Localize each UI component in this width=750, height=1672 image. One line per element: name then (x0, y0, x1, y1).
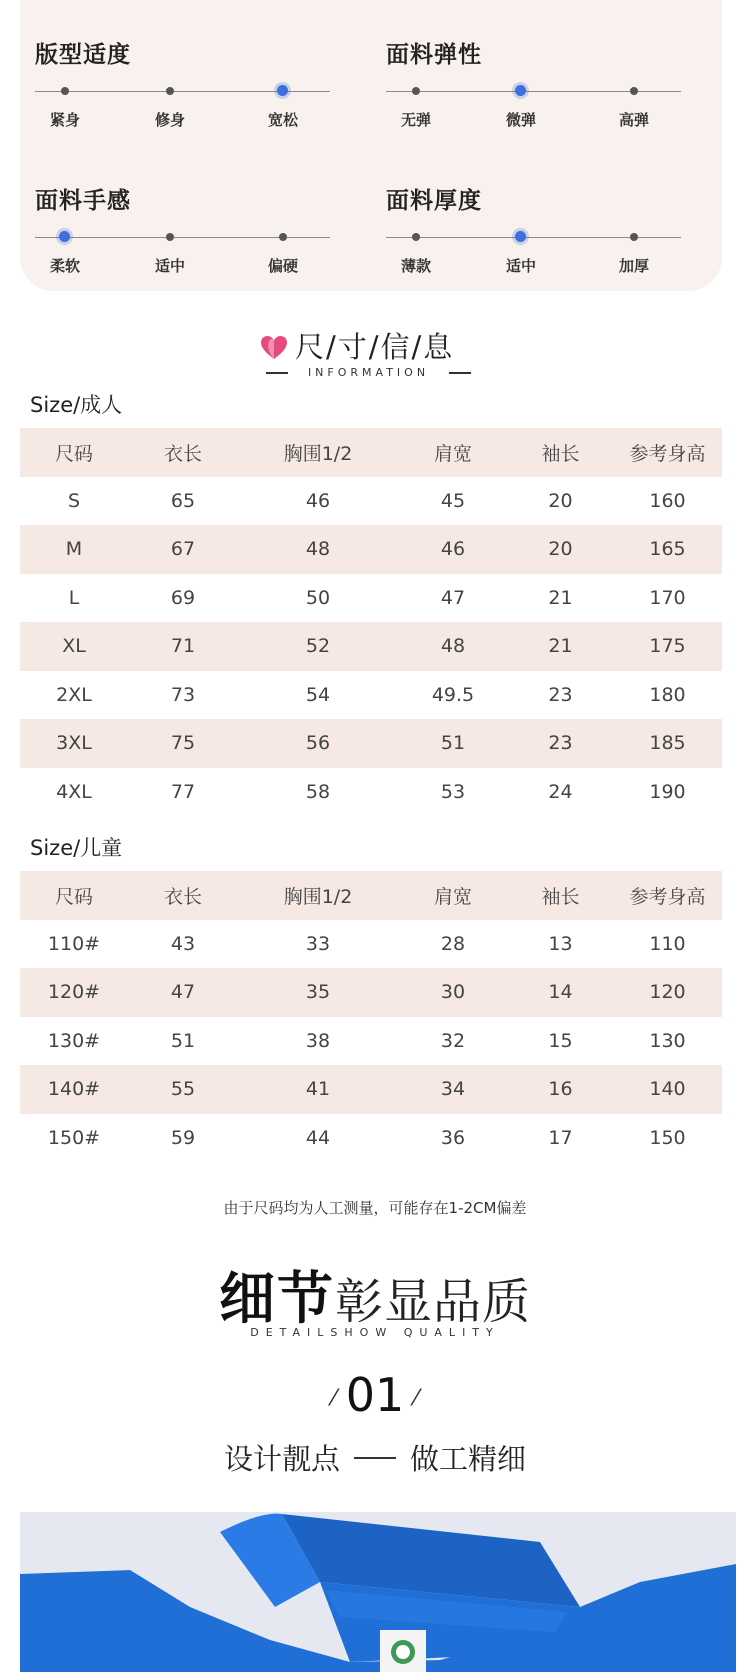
attribute-title: 面料弹性 (386, 42, 482, 68)
table-cell: 59 (170, 1126, 196, 1149)
table-row (20, 768, 722, 817)
table-cell: 50 (305, 586, 331, 609)
attribute-2 (35, 182, 335, 302)
table-cell: 46 (398, 525, 508, 574)
table-cell: 45 (440, 489, 466, 512)
column-header: 衣长 (128, 871, 238, 920)
table-cell: 21 (548, 586, 573, 609)
selected-dot-icon (515, 85, 526, 96)
table-row (20, 671, 722, 720)
table-cell: 48 (238, 525, 398, 574)
table-cell: 140 (613, 1065, 722, 1114)
detail-title-light: 彰显品质 (334, 1274, 531, 1330)
table-row (20, 1114, 722, 1163)
design-right-text: 做工精细 (410, 1442, 527, 1476)
table-cell: 185 (613, 719, 722, 768)
table-cell: S (67, 489, 81, 512)
table-row (20, 968, 722, 1017)
table-cell: 150# (47, 1126, 101, 1149)
table-cell: 23 (548, 683, 573, 706)
attribute-option-label: 微弹 (505, 111, 536, 129)
table-cell: 52 (238, 622, 398, 671)
attribute-title: 面料厚度 (386, 188, 482, 214)
table-cell: 34 (398, 1065, 508, 1114)
table-row (20, 477, 722, 526)
column-header: 胸围1/2 (238, 871, 398, 920)
table-cell: 130# (47, 1029, 101, 1052)
table-cell: 16 (508, 1065, 613, 1114)
attribute-option-label: 高弹 (618, 111, 649, 129)
table-cell: 120 (613, 968, 722, 1017)
table-cell: 49.5 (431, 683, 475, 706)
table-cell: 46 (305, 489, 331, 512)
scale-dot-icon (166, 233, 174, 241)
detail-title (0, 1255, 750, 1335)
table-cell: 47 (440, 586, 466, 609)
slash-right-icon: ⁄ (414, 1386, 418, 1411)
table-cell: 51 (170, 1029, 196, 1052)
table-cell: 77 (170, 780, 196, 803)
section-number (0, 1368, 750, 1422)
attribute-option-label: 无弹 (400, 111, 431, 129)
column-header: 袖长 (508, 428, 613, 477)
table-cell: 24 (548, 780, 573, 803)
column-header: 尺码 (20, 428, 128, 477)
table-cell: 43 (170, 932, 196, 955)
column-header: 胸围1/2 (238, 428, 398, 477)
table-cell: 4XL (56, 780, 92, 803)
table-cell: 170 (649, 586, 686, 609)
table-cell: 120# (20, 968, 128, 1017)
selected-dot-icon (59, 231, 70, 242)
dash-right (449, 372, 471, 374)
scale-dot-icon (412, 233, 420, 241)
table-cell: 56 (238, 719, 398, 768)
table-cell: 38 (305, 1029, 331, 1052)
attribute-option-label: 适中 (154, 257, 185, 275)
table-cell: L (68, 586, 80, 609)
table-cell: 110 (649, 932, 686, 955)
table-cell: 21 (508, 622, 613, 671)
table-cell: 110# (47, 932, 101, 955)
slash-left-icon: ⁄ (332, 1386, 336, 1411)
column-header: 参考身高 (613, 428, 722, 477)
table-cell: 51 (398, 719, 508, 768)
attribute-option-label: 适中 (505, 257, 536, 275)
product-photo (20, 1512, 736, 1672)
scale-dot-icon (279, 233, 287, 241)
table-cell: 41 (238, 1065, 398, 1114)
table-cell: 20 (548, 489, 573, 512)
attribute-3 (386, 182, 686, 302)
attribute-option-label: 柔软 (49, 257, 80, 275)
table-cell: 30 (398, 968, 508, 1017)
attribute-title: 版型适度 (35, 42, 131, 68)
table-cell: XL (20, 622, 128, 671)
table-cell: 55 (128, 1065, 238, 1114)
table-cell: 71 (128, 622, 238, 671)
adult-table-label: Size/成人 (30, 393, 123, 417)
measurement-note: 由于尺码均为人工测量，可能存在1-2CM偏差 (223, 1199, 527, 1217)
table-cell: 160 (649, 489, 686, 512)
table-cell: 140# (20, 1065, 128, 1114)
table-row (20, 1017, 722, 1066)
design-row (0, 1437, 750, 1478)
table-cell: 35 (238, 968, 398, 1017)
table-cell: 67 (128, 525, 238, 574)
table-cell: 17 (548, 1126, 573, 1149)
table-cell: 15 (548, 1029, 573, 1052)
table-row (20, 719, 722, 768)
table-cell: 53 (440, 780, 466, 803)
table-cell: 175 (613, 622, 722, 671)
column-header: 参考身高 (613, 871, 722, 920)
detail-title-bold: 细节 (218, 1267, 335, 1332)
attribute-0 (35, 36, 335, 156)
table-cell: M (20, 525, 128, 574)
section-number-text: 01 (345, 1368, 405, 1422)
table-header-row (20, 871, 722, 920)
attribute-option-label: 宽松 (267, 111, 298, 129)
scale-dot-icon (412, 87, 420, 95)
table-cell: 14 (508, 968, 613, 1017)
attribute-1 (386, 36, 686, 156)
table-cell: 28 (440, 932, 466, 955)
adult-size-table (20, 428, 722, 816)
selected-dot-icon (277, 85, 288, 96)
table-cell: 3XL (20, 719, 128, 768)
table-cell: 73 (170, 683, 196, 706)
table-cell: 75 (128, 719, 238, 768)
table-cell: 180 (649, 683, 686, 706)
attribute-title: 面料手感 (35, 188, 131, 214)
table-cell: 13 (548, 932, 573, 955)
column-header: 肩宽 (398, 428, 508, 477)
scale-dot-icon (630, 233, 638, 241)
table-cell: 32 (440, 1029, 466, 1052)
table-row (20, 1065, 722, 1114)
selected-dot-icon (515, 231, 526, 242)
child-size-table (20, 871, 722, 1162)
table-row (20, 920, 722, 969)
size-info-title: 尺/寸/信/息 (295, 330, 455, 364)
attribute-option-label: 薄款 (400, 257, 431, 275)
scale-dot-icon (61, 87, 69, 95)
table-cell: 65 (170, 489, 196, 512)
table-cell: 150 (649, 1126, 686, 1149)
table-cell: 33 (305, 932, 331, 955)
design-left-text: 设计靓点 (223, 1442, 340, 1476)
table-cell: 44 (305, 1126, 331, 1149)
attribute-option-label: 加厚 (618, 257, 649, 275)
table-header-row (20, 428, 722, 477)
table-cell: 2XL (56, 683, 92, 706)
size-info-subtitle (266, 366, 471, 379)
scale-dot-icon (166, 87, 174, 95)
detail-subtitle: DETAILSHOW QUALITY (250, 1326, 500, 1339)
table-row (20, 622, 722, 671)
column-header: 衣长 (128, 428, 238, 477)
table-cell: 48 (398, 622, 508, 671)
table-cell: 54 (305, 683, 331, 706)
table-cell: 130 (649, 1029, 686, 1052)
table-cell: 69 (170, 586, 196, 609)
attribute-option-label: 紧身 (49, 111, 80, 129)
table-cell: 47 (128, 968, 238, 1017)
table-cell: 23 (508, 719, 613, 768)
design-separator (354, 1457, 396, 1459)
attribute-option-label: 修身 (154, 111, 185, 129)
table-cell: 36 (440, 1126, 466, 1149)
child-table-label: Size/儿童 (30, 836, 123, 860)
table-cell: 58 (305, 780, 331, 803)
size-info-subtitle-text: INFORMATION (307, 366, 430, 379)
column-header: 尺码 (20, 871, 128, 920)
table-row (20, 574, 722, 623)
heart-icon (260, 335, 288, 361)
dash-left (266, 372, 288, 374)
column-header: 肩宽 (398, 871, 508, 920)
polo-collar-image (20, 1512, 736, 1672)
attribute-option-label: 偏硬 (267, 257, 298, 275)
column-header: 袖长 (508, 871, 613, 920)
table-cell: 190 (649, 780, 686, 803)
scale-dot-icon (630, 87, 638, 95)
table-cell: 20 (508, 525, 613, 574)
table-row (20, 525, 722, 574)
table-cell: 165 (613, 525, 722, 574)
